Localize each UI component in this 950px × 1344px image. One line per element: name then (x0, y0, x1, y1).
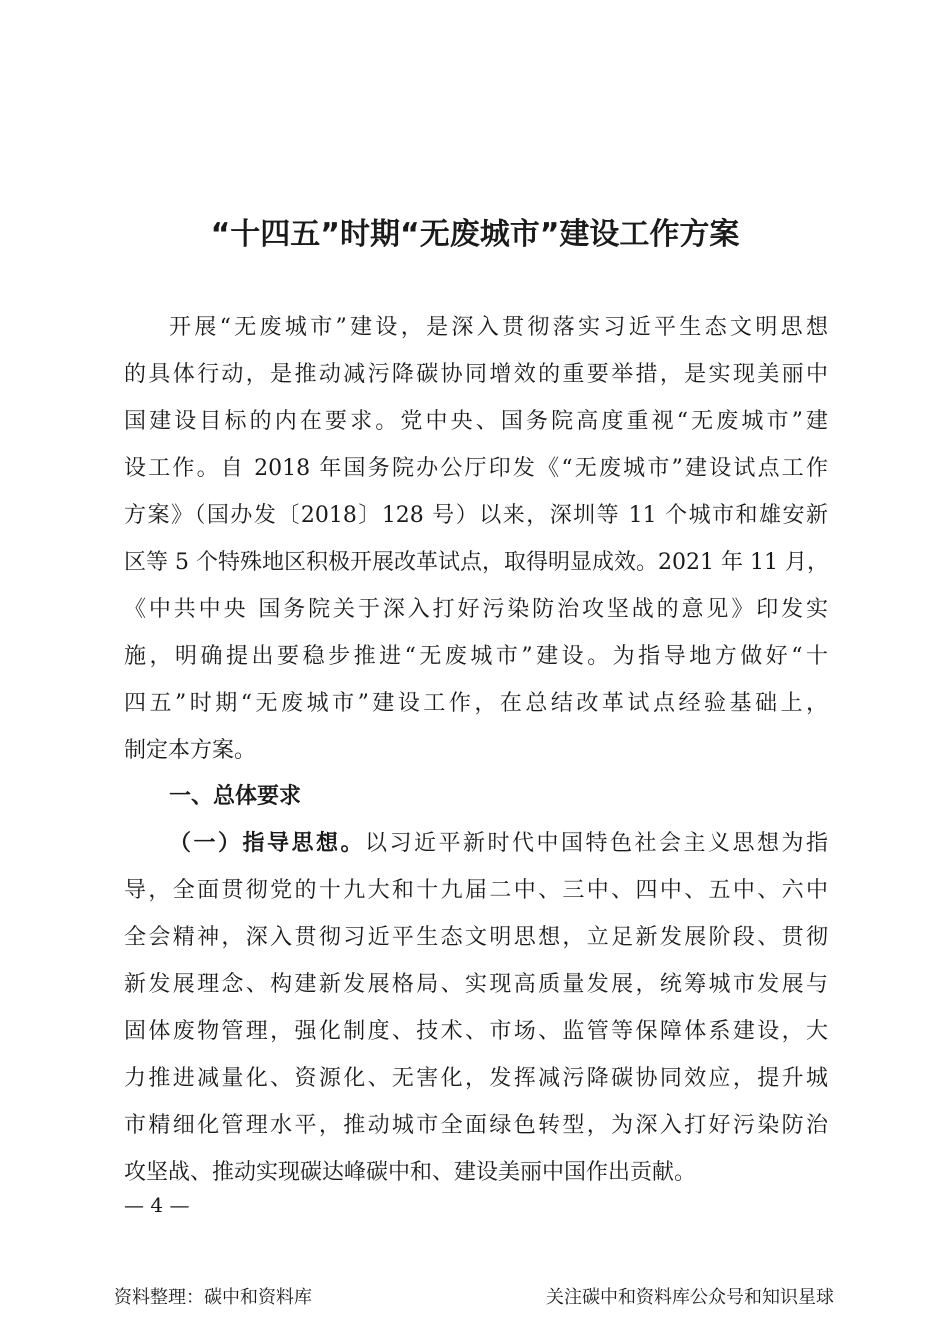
intro-line: 四五”时期“无废城市”建设工作，在总结改革试点经验基础上， (124, 691, 828, 716)
page-number: — 4 — (124, 1193, 190, 1217)
subsection-line: 新发展理念、构建新发展格局、实现高质量发展，统筹城市发展与 (124, 972, 828, 997)
document-title: “十四五”时期“无废城市”建设工作方案 (210, 217, 740, 252)
section-heading: 一、总体要求 (169, 784, 302, 809)
subsection-first-line-text: 以习近平新时代中国特色社会主义思想为指 (365, 831, 828, 856)
intro-line: 的具体行动，是推动减污降碳协同增效的重要举措，是实现美丽中 (124, 362, 828, 387)
intro-line: 国建设目标的内在要求。党中央、国务院高度重视“无废城市”建 (124, 409, 828, 434)
intro-line: 方案》（国办发〔2018〕128 号）以来，深圳等 11 个城市和雄安新 (124, 503, 828, 528)
subsection-line: 固体废物管理，强化制度、技术、市场、监管等保障体系建设，大 (124, 1019, 828, 1044)
subsection-label: （一）指导思想。 (169, 831, 365, 856)
intro-line: 施，明确提出要稳步推进“无废城市”建设。为指导地方做好“十 (124, 644, 828, 669)
intro-line: 设工作。自 2018 年国务院办公厅印发《“无废城市”建设试点工作 (124, 456, 828, 481)
intro-line: 开展“无废城市”建设，是深入贯彻落实习近平生态文明思想 (169, 315, 828, 340)
footer-source-note: 资料整理：碳中和资料库 (114, 1287, 312, 1308)
subsection-line: 全会精神，深入贯彻习近平生态文明思想，立足新发展阶段、贯彻 (124, 925, 828, 950)
subsection-line: 导，全面贯彻党的十九大和十九届二中、三中、四中、五中、六中 (124, 878, 828, 903)
intro-line: 《中共中央 国务院关于深入打好污染防治攻坚战的意见》印发实 (124, 597, 828, 622)
intro-line: 区等 5 个特殊地区积极开展改革试点，取得明显成效。2021 年 11 月， (124, 550, 829, 575)
subsection-line: 市精细化管理水平，推动城市全面绿色转型，为深入打好污染防治 (124, 1113, 828, 1138)
subsection-first-line (169, 821, 828, 867)
subsection-line: 攻坚战、推动实现碳达峰碳中和、建设美丽中国作出贡献。 (124, 1160, 697, 1185)
footer-follow-note: 关注碳中和资料库公众号和知识星球 (546, 1287, 834, 1308)
intro-line: 制定本方案。 (124, 738, 257, 763)
subsection-line: 力推进减量化、资源化、无害化，发挥减污降碳协同效应，提升城 (124, 1066, 828, 1091)
